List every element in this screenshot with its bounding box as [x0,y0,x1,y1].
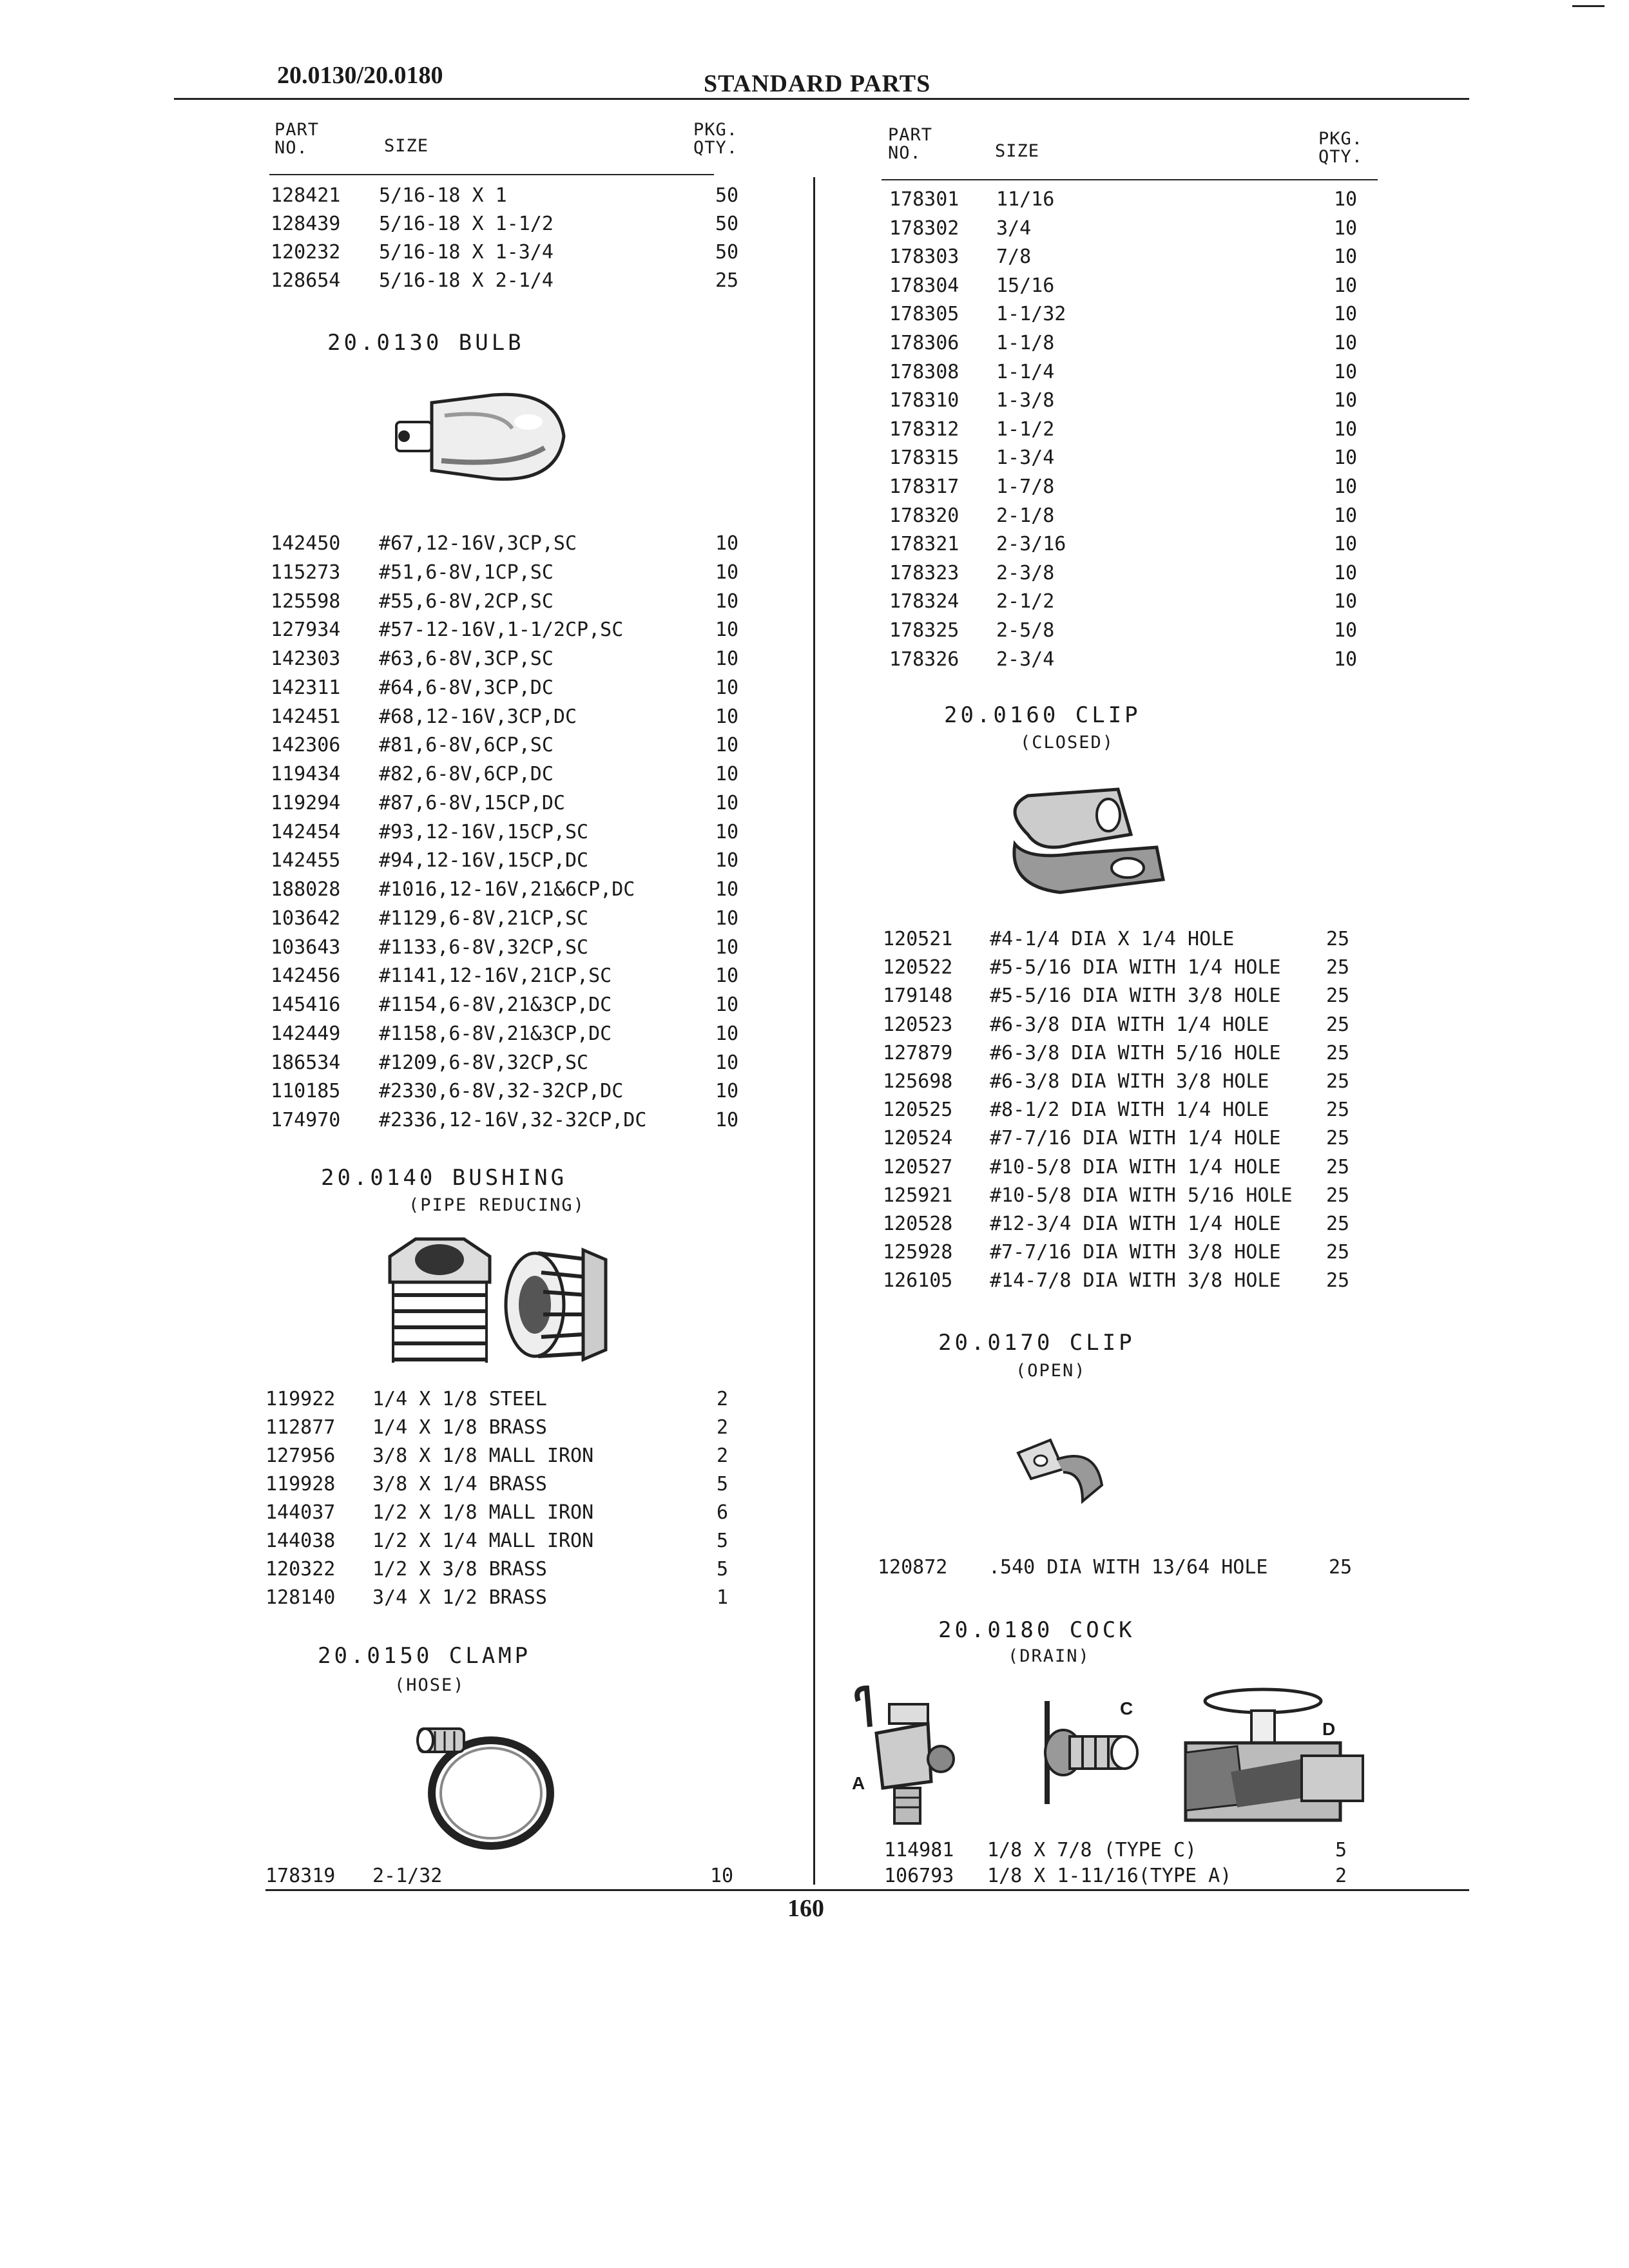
cell-qty: 10 [715,849,739,872]
cell-size: #57-12-16V,1-1/2CP,SC [379,619,624,642]
cell-size: 3/8 X 1/4 BRASS [372,1473,547,1495]
cell-part: 103643 [271,936,341,959]
cell-qty: 10 [1334,332,1358,354]
cell-part: 178324 [889,590,959,613]
cell-part: 142303 [271,648,341,670]
cell-part: 178305 [889,303,959,326]
cell-qty: 25 [1326,928,1350,950]
cell-qty: 10 [1334,619,1358,642]
cell-part: 178304 [889,274,959,297]
cell-part: 142454 [271,820,341,843]
cell-size: #82,6-8V,6CP,DC [379,763,554,785]
cell-qty: 25 [1326,1099,1350,1122]
cell-qty: 2 [1335,1865,1347,1887]
cell-qty: 1 [717,1586,729,1609]
cell-size: #63,6-8V,3CP,SC [379,648,554,670]
cell-size: 1-7/8 [996,476,1055,498]
cell-part: 142311 [271,676,341,699]
cell-part: 178315 [889,447,959,470]
cell-part: 125928 [883,1241,953,1264]
cell-size: #94,12-16V,15CP,DC [379,849,589,872]
cell-size: #93,12-16V,15CP,SC [379,820,589,843]
cell-part: 178321 [889,533,959,556]
cell-part: 142306 [271,734,341,757]
header-rule [174,98,1469,100]
cell-qty: 25 [1326,1041,1350,1064]
cell-size: 3/4 [996,216,1032,240]
cell-qty: 5 [1335,1839,1347,1861]
cell-qty: 10 [715,619,739,642]
cell-qty: 10 [715,763,739,785]
cell-part: 127879 [883,1041,953,1064]
hose-clamp-illustration [406,1717,561,1856]
cell-qty: 10 [715,648,739,670]
cell-size: #5-5/16 DIA WITH 3/8 HOLE [990,985,1281,1008]
cell-qty: 10 [715,878,739,901]
section-subtitle-cock: (DRAIN) [1008,1646,1090,1666]
cell-part: 119928 [265,1473,336,1495]
cell-size: #68,12-16V,3CP,DC [379,705,577,728]
cell-size: #6-3/8 DIA WITH 5/16 HOLE [990,1041,1281,1064]
cell-qty: 10 [715,1022,739,1045]
open-clip-illustration [1012,1434,1115,1511]
cell-part: 120524 [883,1127,953,1150]
cell-qty: 10 [1334,418,1358,441]
cell-size: 2-1/8 [996,504,1055,527]
cell-qty: 25 [1326,1213,1350,1235]
cell-size: 1/2 X 3/8 BRASS [372,1558,547,1581]
cell-size: 2-1/2 [996,590,1055,613]
cell-qty: 25 [1326,1184,1350,1207]
cell-size: 1-1/2 [996,418,1055,441]
cell-part: 178310 [889,389,959,412]
cell-size: 3/8 X 1/8 MALL IRON [372,1445,594,1467]
cell-part: 142451 [271,705,341,728]
cell-qty: 10 [1334,561,1358,584]
cell-size: 1/2 X 1/4 MALL IRON [372,1530,594,1552]
cell-part: 110185 [271,1080,341,1103]
cell-size: #87,6-8V,15CP,DC [379,791,565,814]
cell-size: #55,6-8V,2CP,SC [379,590,554,613]
cell-part: 120525 [883,1099,953,1122]
cell-part: 178320 [889,504,959,527]
cell-size: 1/4 X 1/8 BRASS [372,1416,547,1439]
cell-size: #1129,6-8V,21CP,SC [379,907,589,930]
cell-part: 144038 [265,1530,336,1552]
cell-part: 120522 [883,956,953,979]
cell-qty: 10 [1334,504,1358,527]
cell-qty: 5 [717,1530,729,1552]
cell-part: 174970 [271,1109,341,1131]
cell-size: 7/8 [996,245,1032,269]
cell-size: 1/2 X 1/8 MALL IRON [372,1501,594,1524]
cell-size: 1/8 X 7/8 (TYPE C) [987,1839,1197,1861]
drain-cock-illustration [851,1682,1379,1836]
cell-qty: 10 [1334,360,1358,383]
cell-qty: 10 [715,676,739,699]
cock-label-a: A [852,1773,865,1793]
cell-qty: 2 [717,1416,729,1439]
cell-part: 178317 [889,476,959,498]
cell-qty: 10 [1334,447,1358,470]
section-title-bushing: 20.0140 BUSHING [321,1165,568,1191]
cell-qty: 10 [715,907,739,930]
cell-qty: 10 [715,705,739,728]
cell-size: 2-3/16 [996,533,1066,556]
cell-size: 2-3/4 [996,648,1055,671]
cell-qty: 10 [1334,245,1358,269]
cell-part: 178325 [889,619,959,642]
cell-qty: 10 [715,965,739,988]
cell-qty: 25 [1326,1155,1350,1178]
cell-qty: 10 [715,1109,739,1131]
cell-part: 115273 [271,561,341,584]
cell-qty: 10 [715,1080,739,1103]
section-title-cock: 20.0180 COCK [938,1617,1135,1643]
cell-part: 127956 [265,1445,336,1467]
left-head-rule [269,174,714,175]
cell-size: 1-1/4 [996,360,1055,383]
cell-size: #1141,12-16V,21CP,SC [379,965,612,988]
cell-size: #6-3/8 DIA WITH 1/4 HOLE [990,1013,1269,1036]
cell-part: 125698 [883,1070,953,1093]
cell-part: 120322 [265,1558,336,1581]
cell-size: #1158,6-8V,21&3CP,DC [379,1022,612,1045]
cell-part: 178303 [889,245,959,269]
section-subtitle-clip-open: (OPEN) [1016,1361,1086,1381]
section-subtitle-clip-closed: (CLOSED) [1020,733,1115,753]
cell-qty: 10 [715,994,739,1016]
cell-part: 126105 [883,1269,953,1293]
cell-size: 1/4 X 1/8 STEEL [372,1388,547,1410]
cell-part: 125598 [271,590,341,613]
cell-part: 119434 [271,763,341,785]
cell-size: 1-1/32 [996,303,1066,326]
cell-qty: 10 [715,936,739,959]
cell-part: 119922 [265,1388,336,1410]
cell-qty: 10 [715,590,739,613]
cell-size: #67,12-16V,3CP,SC [379,532,577,555]
cell-qty: 10 [1334,533,1358,556]
cell-qty: 2 [717,1388,729,1410]
col-head-qty-left: PKG. QTY. [693,120,738,158]
cell-part: 103642 [271,907,341,930]
cell-qty: 25 [1326,956,1350,979]
cell-size: 15/16 [996,274,1055,297]
cell-size: #7-7/16 DIA WITH 1/4 HOLE [990,1127,1281,1150]
cell-part: 142450 [271,532,341,555]
right-head-rule [882,179,1378,180]
cell-part: 142456 [271,965,341,988]
cell-part: 127934 [271,619,341,642]
cell-size: 1/8 X 1-11/16(TYPE A) [987,1865,1232,1887]
cell-size: #1016,12-16V,21&6CP,DC [379,878,635,901]
cell-part: 178312 [889,418,959,441]
cell-part: 178326 [889,648,959,671]
cell-size: #2330,6-8V,32-32CP,DC [379,1080,624,1103]
cell-part: 142449 [271,1022,341,1045]
cell-size: 1-3/4 [996,447,1055,470]
cell-part: 178323 [889,561,959,584]
cell-qty: 25 [1329,1556,1353,1579]
cock-label-c: C [1120,1698,1133,1718]
cell-qty: 10 [1334,188,1358,211]
cell-part: 144037 [265,1501,336,1524]
col-head-part-left: PART NO. [275,120,320,158]
cell-part: 114981 [884,1839,954,1861]
cell-qty: 5 [717,1558,729,1581]
cell-size: 1-3/8 [996,389,1055,412]
cell-size: #2336,12-16V,32-32CP,DC [379,1109,647,1131]
cell-part: 188028 [271,878,341,901]
section-title-clip-open: 20.0170 CLIP [938,1330,1135,1356]
col-head-size-left: SIZE [384,136,429,156]
cell-part: 125921 [883,1184,953,1207]
footer-rule [265,1889,1469,1891]
cell-part: 120872 [878,1556,948,1579]
cell-qty: 25 [1326,1070,1350,1093]
cell-size: 11/16 [996,188,1055,211]
cell-part: 186534 [271,1051,341,1074]
cell-qty: 10 [1334,389,1358,412]
cell-part: 128140 [265,1586,336,1609]
page-title: STANDARD PARTS [704,70,931,97]
cell-part: 142455 [271,849,341,872]
cell-qty: 10 [710,1865,734,1887]
cell-size: #1133,6-8V,32CP,SC [379,936,589,959]
cell-qty: 2 [717,1445,729,1467]
bushing-illustration [377,1234,615,1369]
cell-qty: 10 [1334,648,1358,671]
cell-qty: 25 [1326,1241,1350,1264]
cell-part: 120528 [883,1213,953,1235]
cell-qty: 6 [717,1501,729,1524]
cell-qty: 10 [715,820,739,843]
cell-qty: 10 [1334,216,1358,240]
section-subtitle-clamp: (HOSE) [394,1675,465,1695]
cell-part: 112877 [265,1416,336,1439]
cell-part: 179148 [883,985,953,1008]
column-divider [813,177,815,1885]
cell-size: 2-1/32 [372,1865,443,1887]
cell-qty: 10 [715,532,739,555]
cell-size: #10-5/8 DIA WITH 5/16 HOLE [990,1184,1293,1207]
cell-size: 2-3/8 [996,561,1055,584]
cell-size: #5-5/16 DIA WITH 1/4 HOLE [990,956,1281,979]
cell-qty: 10 [1334,274,1358,297]
cell-qty: 10 [715,734,739,757]
cell-size: #64,6-8V,3CP,DC [379,676,554,699]
catalog-code: 20.0130/20.0180 [277,62,443,89]
section-subtitle-bushing: (PIPE REDUCING) [409,1195,585,1215]
cell-qty: 10 [715,791,739,814]
cell-part: 178306 [889,332,959,354]
cell-qty: 10 [715,561,739,584]
section-title-clip-closed: 20.0160 CLIP [944,702,1141,728]
cell-size: #51,6-8V,1CP,SC [379,561,554,584]
cell-size: 3/4 X 1/2 BRASS [372,1586,547,1609]
cell-part: 178301 [889,188,959,211]
cell-size: 2-5/8 [996,619,1055,642]
cell-size: #8-1/2 DIA WITH 1/4 HOLE [990,1099,1269,1122]
cell-part: 120521 [883,928,953,950]
cell-qty: 5 [717,1473,729,1495]
cell-size: #1209,6-8V,32CP,SC [379,1051,589,1074]
cell-qty: 10 [715,1051,739,1074]
page-number: 160 [787,1895,824,1922]
bulb-illustration [383,377,583,493]
col-head-part-right: PART NO. [888,125,933,163]
cell-size: #10-5/8 DIA WITH 1/4 HOLE [990,1155,1281,1178]
section-title-bulb: 20.0130 BULB [327,330,525,356]
cell-size: #6-3/8 DIA WITH 3/8 HOLE [990,1070,1269,1093]
cell-size: #12-3/4 DIA WITH 1/4 HOLE [990,1213,1281,1235]
cell-size: 1-1/8 [996,332,1055,354]
cell-qty: 25 [1326,1013,1350,1036]
cell-qty: 10 [1334,476,1358,498]
cell-size: #4-1/4 DIA X 1/4 HOLE [990,928,1235,950]
corner-mark [1572,5,1605,7]
cell-qty: 10 [1334,590,1358,613]
col-head-size-right: SIZE [995,141,1040,161]
cell-part: 178308 [889,360,959,383]
cell-qty: 25 [1326,1127,1350,1150]
cell-size: #1154,6-8V,21&3CP,DC [379,994,612,1016]
cell-qty: 10 [1334,303,1358,326]
cell-part: 178319 [265,1865,336,1887]
cock-label-d: D [1322,1719,1336,1739]
closed-clip-illustration [989,783,1176,905]
cell-size: #7-7/16 DIA WITH 3/8 HOLE [990,1241,1281,1264]
cell-part: 178302 [889,216,959,240]
cell-size: #81,6-8V,6CP,SC [379,734,554,757]
col-head-qty-right: PKG. QTY. [1318,129,1364,167]
cell-part: 120527 [883,1155,953,1178]
cell-qty: 25 [1326,1269,1350,1293]
cell-size: .540 DIA WITH 13/64 HOLE [988,1556,1268,1579]
cell-size: #14-7/8 DIA WITH 3/8 HOLE [990,1269,1281,1293]
section-title-clamp: 20.0150 CLAMP [318,1643,532,1669]
cell-part: 145416 [271,994,341,1016]
cell-part: 106793 [884,1865,954,1887]
cell-qty: 25 [1326,985,1350,1008]
cell-part: 119294 [271,791,341,814]
cell-part: 120523 [883,1013,953,1036]
